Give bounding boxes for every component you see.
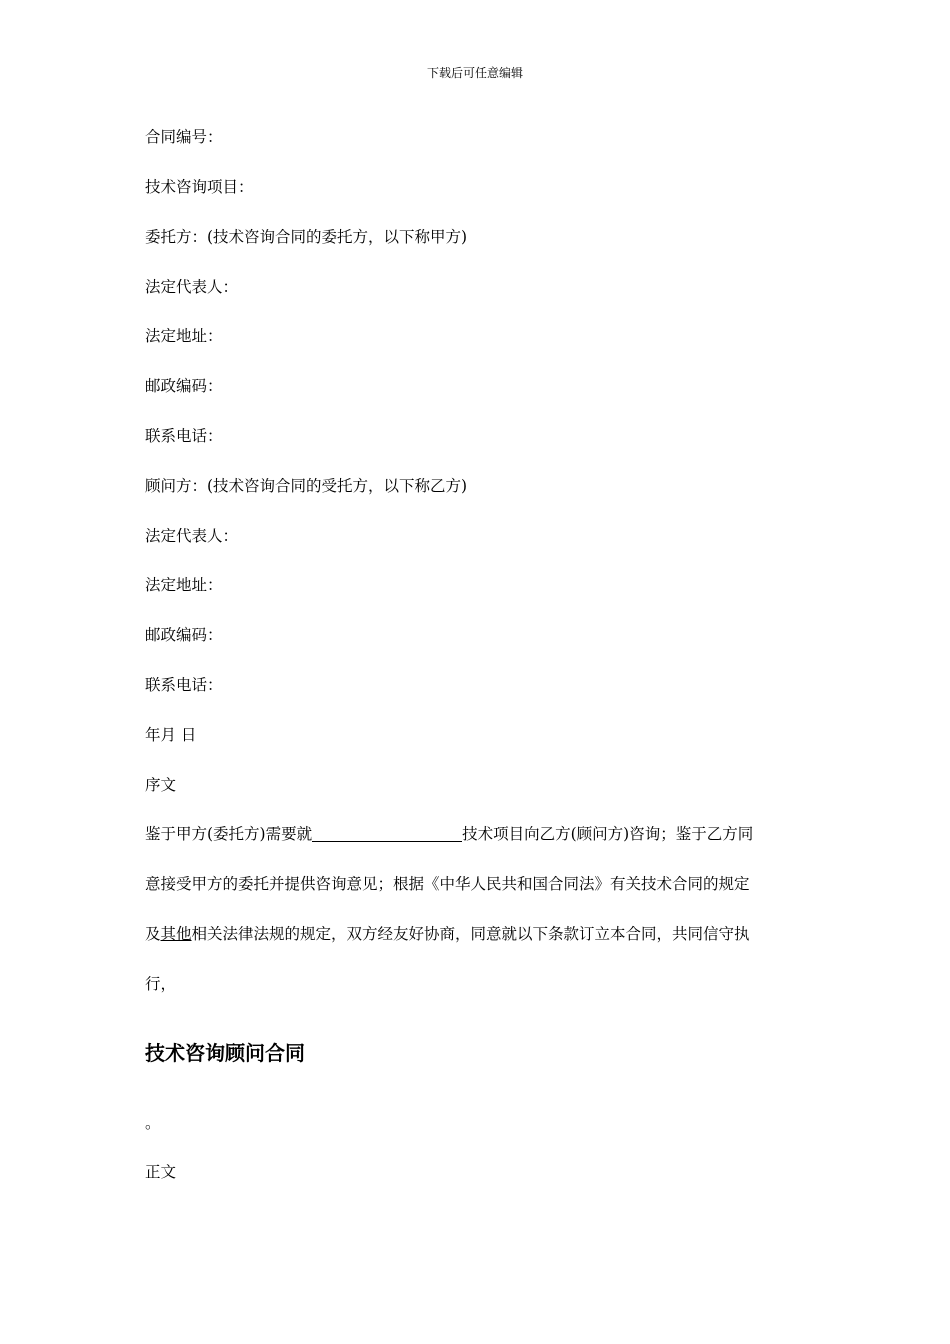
preamble-line-1 bbox=[145, 823, 753, 845]
preamble-line-3-start: 及 bbox=[145, 925, 161, 943]
client-phone-field: 联系电话： bbox=[145, 427, 223, 445]
client-representative-field: 法定代表人： bbox=[145, 278, 239, 296]
body-heading: 正文 bbox=[145, 1163, 177, 1181]
period-mark: 。 bbox=[145, 1114, 161, 1132]
underlined-word: 其他 bbox=[160, 925, 192, 943]
preamble-line-1-start: 鉴于甲方(委托方)需要就 bbox=[145, 825, 313, 843]
consultant-address-field: 法定地址： bbox=[145, 576, 223, 594]
consultant-representative-field: 法定代表人： bbox=[145, 527, 239, 545]
preamble-heading: 序文 bbox=[145, 776, 177, 794]
preamble-line-4: 行， bbox=[145, 975, 177, 993]
consultant-phone-field: 联系电话： bbox=[145, 676, 223, 694]
consultant-postcode-field: 邮政编码： bbox=[145, 626, 223, 644]
header-note: 下载后可任意编辑 bbox=[426, 66, 523, 80]
client-postcode-field: 邮政编码： bbox=[145, 377, 223, 395]
preamble-line-1-end: 技术项目向乙方(顾问方)咨询；鉴于乙方同 bbox=[462, 825, 754, 843]
contract-number-field: 合同编号： bbox=[145, 128, 223, 146]
project-field: 技术咨询项目： bbox=[145, 178, 254, 196]
preamble-line-2: 意接受甲方的委托并提供咨询意见；根据《中华人民共和国合同法》有关技术合同的规定 bbox=[145, 875, 750, 893]
date-field: 年月 日 bbox=[145, 726, 197, 744]
contract-title: 技术咨询顾问合同 bbox=[145, 1041, 305, 1065]
consultant-party-line: 顾问方：(技术咨询合同的受托方，以下称乙方) bbox=[145, 477, 468, 495]
project-blank-underline bbox=[312, 823, 462, 842]
preamble-line-3-end: 相关法律法规的规定，双方经友好协商，同意就以下条款订立本合同，共同信守执 bbox=[191, 925, 750, 943]
client-address-field: 法定地址： bbox=[145, 327, 223, 345]
preamble-line-3 bbox=[145, 923, 750, 945]
client-party-line: 委托方：(技术咨询合同的委托方，以下称甲方) bbox=[145, 228, 468, 246]
